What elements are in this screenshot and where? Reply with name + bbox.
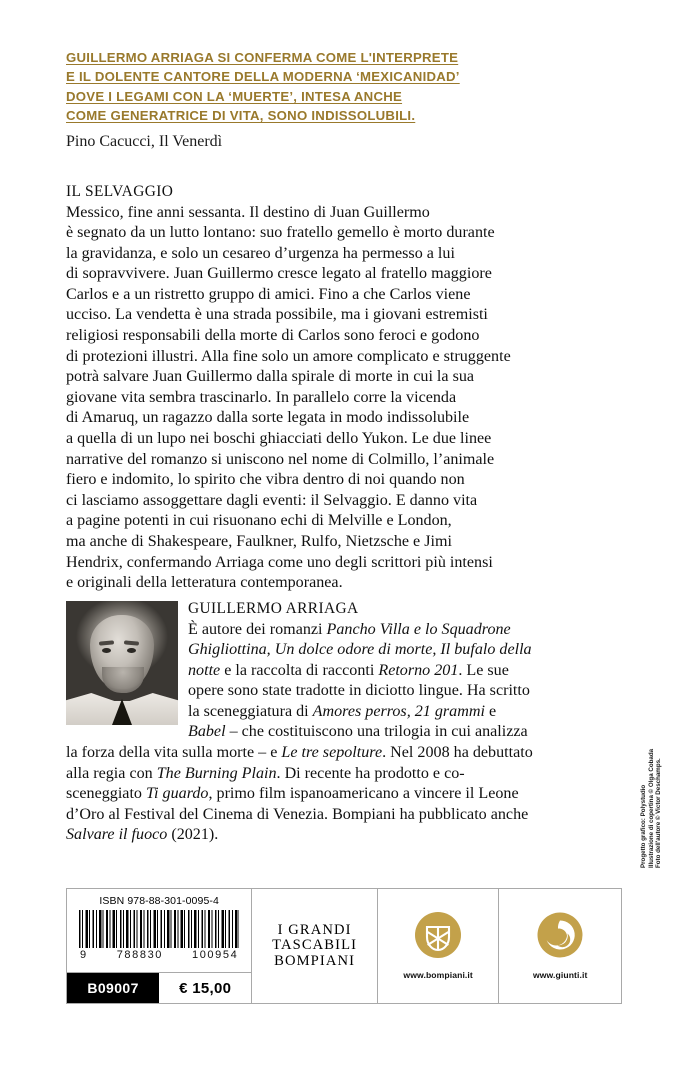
- author-name: GUILLERMO ARRIAGA: [188, 600, 359, 617]
- imprint-line: BOMPIANI: [274, 952, 356, 969]
- pull-quote: [66, 48, 536, 152]
- barcode-bars: [79, 910, 239, 948]
- imprint-name: [272, 923, 357, 970]
- author-bio: [66, 599, 536, 846]
- pull-quote-attribution: Pino Cacucci, Il Venerdì: [66, 132, 223, 150]
- price-value: € 15,00: [159, 973, 251, 1003]
- isbn-text: ISBN 978-88-301-0095-4: [99, 895, 219, 907]
- blurb-title: IL SELVAGGIO: [66, 183, 174, 200]
- portrait-beard: [102, 667, 144, 693]
- blurb-text: Messico, fine anni sessanta. Il destino di Juan Guillermo è segnato da un lutto lontano: suo fratello gemello è morto durante la gravidanza, e solo un cesareo d’urgenza ha permesso a lui di sopravvivere. Juan Guillermo cresce legato al fratello maggiore Carlos e a un ristretto gruppo di amici. Fino a che Carlos viene ucciso. La vendetta è una strada possibile, ma i giovani estremisti religiosi responsabili della morte di Carlos sono feroci e godono di protezioni illustri. Alla fine solo un amore complicato e struggente potrà salvare Juan Guillermo dalla spirale di morte in cui la sua giovane vita sembra trascinarlo. In parallelo corre la vicenda di Amaruq, un ragazzo dalla sorte legata in modo indissolubile a quella di un lupo nei boschi ghiacciati dello Yukon. Le due linee narrative del romanzo si uniscono nel nome di Colmillo, l’animale fiero e indomito, lo spirito che vibra dentro di noi quando non ci lasciamo assoggettare dagli eventi: il Selvaggio. E danno vita a pagine potenti in cui risuonano echi di Melville e London, ma anche di Shakespeare, Faulkner, Rulfo, Nietzsche e Jimi Hendrix, confermando Arriaga come uno degli scrittori più intensi e originali della letteratura contemporanea.: [66, 203, 511, 592]
- bompiani-cell: [378, 889, 500, 1003]
- giunti-logo: [537, 912, 583, 963]
- barcode-digit-group: 788830: [116, 949, 164, 961]
- imprint-line: I GRANDI: [277, 921, 352, 938]
- giunti-cell: [499, 889, 621, 1003]
- barcode-cell: [67, 889, 252, 1003]
- book-blurb: [66, 182, 536, 594]
- barcode-digit-group: 100954: [192, 949, 239, 961]
- footer-panel: [66, 888, 622, 1004]
- barcode-block: [67, 889, 251, 961]
- portrait-eye-left: [102, 648, 111, 653]
- giunti-url[interactable]: www.giunti.it: [532, 970, 588, 980]
- credits-line: Illustrazione di copertina © Olga Cobada: [647, 748, 655, 868]
- imprint-cell: [252, 889, 378, 1003]
- product-code: B09007: [67, 973, 159, 1003]
- credits-line: Progetto grafico: Polystudio: [640, 784, 647, 868]
- author-photo: [66, 601, 178, 725]
- bompiani-logo: [415, 912, 461, 963]
- pull-quote-line: COME GENERATRICE DI VITA, SONO INDISSOLUBILI.: [66, 108, 416, 124]
- pull-quote-line: GUILLERMO ARRIAGA SI CONFERMA COME L'INTERPRETE: [66, 50, 459, 65]
- imprint-line: TASCABILI: [272, 937, 358, 954]
- cover-credits: [640, 718, 680, 868]
- pull-quote-line: DOVE I LEGAMI CON LA ‘MUERTE’, INTESA ANCHE: [66, 88, 403, 104]
- author-bio-text: È autore dei romanzi Pancho Villa e lo Squadrone Ghigliottina, Un dolce odore di morte, Il bufalo della notte e la raccolta di racconti Retorno 201. Le sue opere sono state tradotte in diciotto lingue. Ha scritto la sceneggiatura di Amores perros, 21 grammi e Babel – che costituiscono una trilogia in cui analizza la forza della vita sulla morte – e Le tre sepolture. Nel 2008 ha debuttato alla regia con The Burning Plain. Di recente ha prodotto e co-sceneggiato Ti guardo, primo film ispanoamericano a vincere il Leone d’Oro al Festival del Cinema di Venezia. Bompiani ha pubblicato anche Salvare il fuoco (2021).: [66, 620, 533, 844]
- credits-line: Foto dell'autore © Victor Deschamps.: [655, 758, 663, 868]
- pull-quote-line: E IL DOLENTE CANTORE DELLA MODERNA ‘MEXICANIDAD’: [66, 69, 460, 85]
- barcode-digit-check: 9: [80, 949, 88, 961]
- bompiani-url[interactable]: www.bompiani.it: [403, 970, 473, 980]
- price-row: [67, 972, 251, 1003]
- barcode-digits: [79, 949, 239, 961]
- portrait-eye-right: [127, 648, 136, 653]
